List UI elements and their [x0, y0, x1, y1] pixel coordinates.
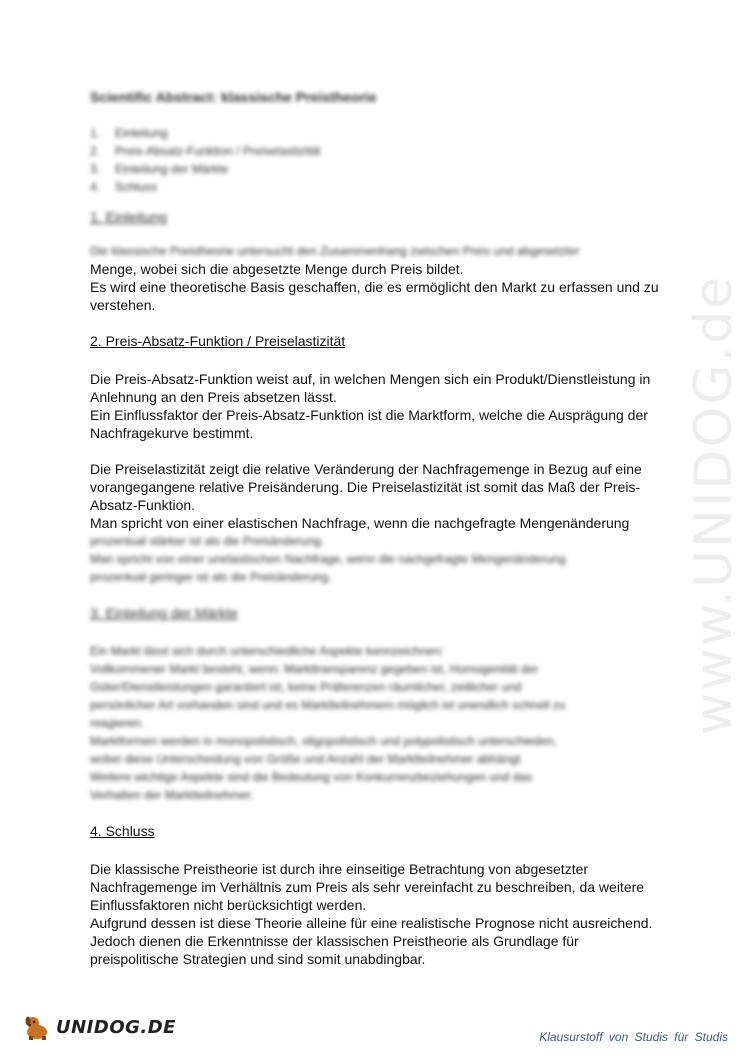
text-line: Verhalten der Marktteilnehmer. [90, 788, 254, 802]
text-line: Güter/Dienstleistungen garantiert ist, keine Präferenzen räumlicher, zeitlicher und [90, 680, 522, 694]
text-line: Einflussfaktoren nicht berücksichtigt werden. [90, 897, 367, 913]
toc-item: 1. Einleitung [90, 126, 168, 140]
text-line: prozentual stärker ist als die Preisänderung. [90, 534, 325, 548]
page-footer [0, 1000, 750, 1059]
dog-icon [22, 1012, 52, 1042]
text-line: preispolitische Strategien und sind somit unabdingbar. [90, 951, 426, 967]
text-line: Anlehnung an den Preis absetzen lässt. [90, 389, 337, 405]
watermark-text: www.UNIDOG.de [684, 274, 744, 736]
text-line: Nachfragekurve bestimmt. [90, 425, 254, 441]
text-line: Die klassische Preistheorie ist durch ihre einseitige Betrachtung von abgesetzter [90, 861, 589, 877]
section-einleitung-text [90, 242, 670, 314]
text-line: persönlicher Art vorhanden sind und es Marktteilnehmern möglich ist unendlich schnell zu [90, 698, 566, 712]
section-heading-preis-absatz: 2. Preis-Absatz-Funktion / Preiselastizität [90, 333, 346, 349]
text-line: Die Preiselastizität zeigt die relative Veränderung der Nachfragemenge in Bezug auf eine [90, 461, 642, 477]
text-line: Es wird eine theoretische Basis geschaffen, die es ermöglicht den Markt zu erfassen und zu [90, 279, 659, 295]
text-line: reagieren. [90, 716, 145, 730]
table-of-contents [90, 124, 670, 196]
section-preis-absatz-para1 [90, 370, 670, 442]
section-heading-einleitung: 1. Einleitung [90, 209, 168, 225]
text-line: Jedoch dienen die Erkenntnisse der klassischen Preistheorie als Grundlage für [90, 933, 579, 949]
text-line: Vollkommener Markt besteht, wenn: Markttransparenz gegeben ist, Homogenität der [90, 662, 539, 676]
toc-item: 3. Einteilung der Märkte [90, 162, 229, 176]
text-line: Die Preis-Absatz-Funktion weist auf, in welchen Mengen sich ein Produkt/Dienstleistung in [90, 371, 651, 387]
text-line: Weitere wichtige Aspekte sind die Bedeutung von Konkurrenzbeziehungen und das [90, 770, 533, 784]
text-line: prozentual geringer ist als die Preisänderung. [90, 570, 332, 584]
section-maerkte-text [90, 642, 670, 804]
text-line: Ein Einflussfaktor der Preis-Absatz-Funktion ist die Marktform, welche die Ausprägung der [90, 407, 648, 423]
text-line: verstehen. [90, 297, 156, 313]
unidog-logo[interactable] [22, 1012, 176, 1042]
section-schluss-text [90, 860, 670, 968]
section-heading-maerkte: 3. Einteilung der Märkte [90, 605, 238, 621]
watermark [684, 274, 744, 736]
document-title: Scientific Abstract: klassische Preistheorie [90, 89, 377, 105]
toc-item: 4. Schluss [90, 180, 158, 194]
text-line: Ein Markt lässt sich durch unterschiedliche Aspekte kennzeichnen: [90, 644, 444, 658]
text-line: Absatz-Funktion. [90, 497, 196, 513]
text-line: Man spricht von einer elastischen Nachfrage, wenn die nachgefragte Mengenänderung [90, 515, 630, 531]
text-line: vorangegangene relative Preisänderung. Die Preiselastizität ist somit das Maß der Preis- [90, 479, 641, 495]
document-content [90, 88, 670, 986]
section-heading-schluss: 4. Schluss [90, 823, 155, 839]
text-line: Man spricht von einer unelastischen Nachfrage, wenn die nachgefragte Mengenänderung [90, 552, 566, 566]
text-line: Menge, wobei sich die abgesetzte Menge durch Preis bildet. [90, 261, 464, 277]
toc-item: 2. Preis-Absatz-Funktion / Preiselastizität [90, 144, 321, 158]
section-preis-absatz-para2 [90, 460, 670, 586]
text-line: Aufgrund dessen ist diese Theorie alleine für eine realistische Prognose nicht ausreichend. [90, 915, 653, 931]
footer-tagline: Klausurstoff von Studis für Studis [539, 1030, 728, 1044]
text-line: Marktformen werden in monopolistisch, oligopolistisch und polypolistisch unterschieden, [90, 734, 557, 748]
logo-text: UNIDOG.DE [56, 1016, 176, 1038]
text-line: Die klassische Preistheorie untersucht den Zusammenhang zwischen Preis und abgesetzter [90, 244, 580, 258]
text-line: Nachfragemenge im Verhältnis zum Preis als sehr vereinfacht zu beschreiben, da weitere [90, 879, 645, 895]
text-line: wobei diese Unterscheidung von Größe und Anzahl der Marktteilnehmer abhängt. [90, 752, 524, 766]
